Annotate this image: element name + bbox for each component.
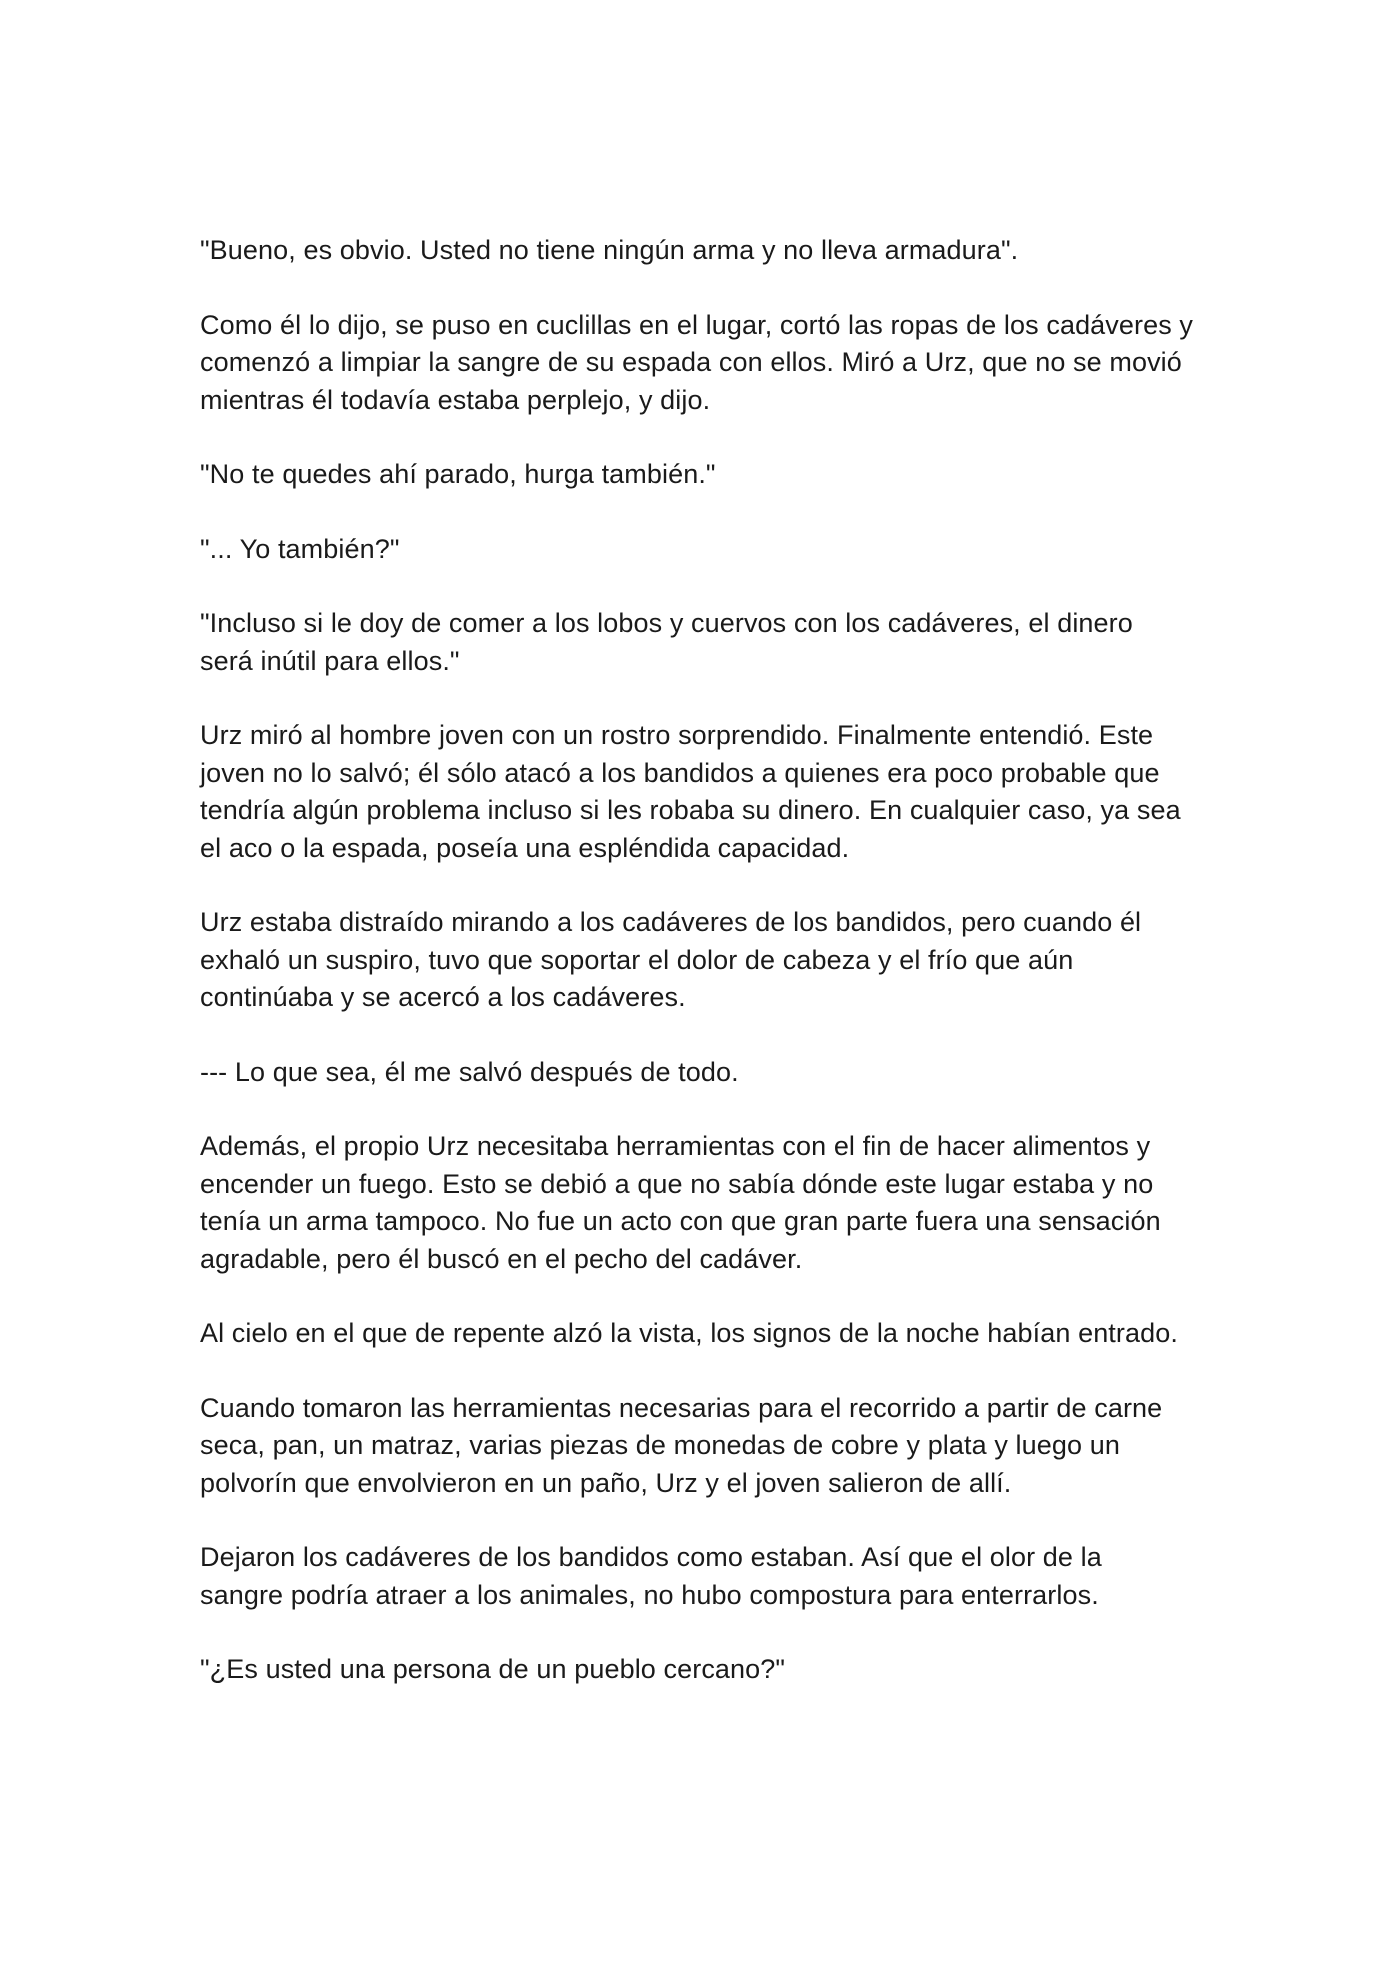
paragraph-3: "No te quedes ahí parado, hurga también." [200, 459, 716, 489]
paragraph-12: Dejaron los cadáveres de los bandidos como estaban. Así que el olor de la sangre podría atraer a los animales, no hubo compostura para enterrarlos. [200, 1542, 1102, 1610]
paragraph-11: Cuando tomaron las herramientas necesarias para el recorrido a partir de carne seca, pan, un matraz, varias piezas de monedas de cobre y plata y luego un polvorín que envolvieron en un paño, Urz y el joven salieron de allí. [200, 1392, 1163, 1498]
paragraph-8: --- Lo que sea, él me salvó después de todo. [200, 1056, 739, 1087]
paragraph-10: Al cielo en el que de repente alzó la vista, los signos de la noche habían entrado. [200, 1318, 1178, 1348]
paragraph-7: Urz estaba distraído mirando a los cadáveres de los bandidos, pero cuando él exhaló un suspiro, tuvo que soportar el dolor de cabeza y el frío que aún continúaba y se acercó a los cadáveres. [200, 907, 1142, 1012]
paragraph-2: Como él lo dijo, se puso en cuclillas en el lugar, cortó las ropas de los cadáveres y comenzó a limpiar la sangre de su espada con ellos. Miró a Urz, que no se movió mientras él todavía estaba perplejo, y dijo. [200, 309, 1194, 415]
paragraph-4: "... Yo también?" [200, 533, 400, 564]
document-page [200, 232, 1210, 1726]
paragraph-6: Urz miró al hombre joven con un rostro sorprendido. Finalmente entendió. Este joven no lo salvó; él sólo atacó a los bandidos a quienes era poco probable que tendría algún problema incluso si les robaba su dinero. En cualquier caso, ya sea el aco o la espada, poseía una espléndida capacidad. [200, 720, 1181, 863]
paragraph-13: "¿Es usted una persona de un pueblo cercano?" [200, 1654, 786, 1684]
paragraph-5: "Incluso si le doy de comer a los lobos y cuervos con los cadáveres, el dinero será inútil para ellos." [200, 608, 1133, 676]
paragraph-1: "Bueno, es obvio. Usted no tiene ningún arma y no lleva armadura". [200, 235, 1019, 265]
paragraph-9: Además, el propio Urz necesitaba herramientas con el fin de hacer alimentos y encender un fuego. Esto se debió a que no sabía dónde este lugar estaba y no tenía un arma tampoco. No fue un acto con que gran parte fuera una sensación agradable, pero él buscó en el pecho del cadáver. [200, 1131, 1161, 1274]
